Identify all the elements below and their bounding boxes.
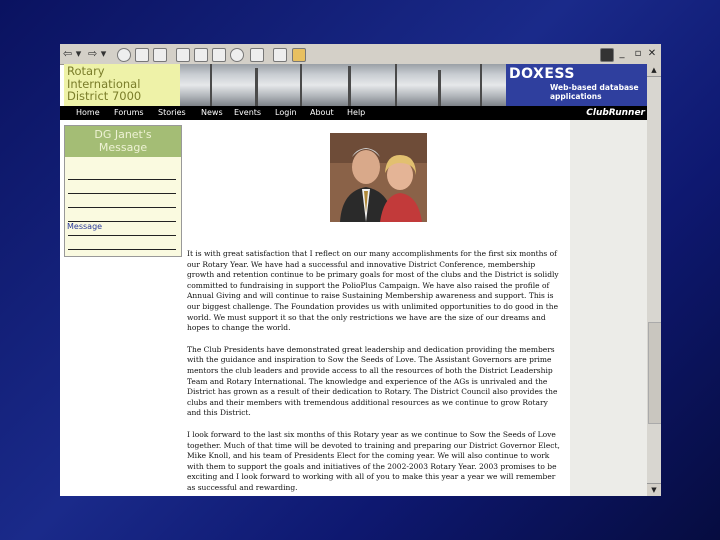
divider [68,249,176,250]
browser-window [60,44,661,496]
stop-icon[interactable] [117,48,131,62]
nav-about[interactable]: About [310,108,334,117]
divider [68,179,176,180]
favorites-icon[interactable] [194,48,208,62]
media-icon[interactable] [212,48,226,62]
sidebar [64,125,182,257]
vertical-scrollbar[interactable] [647,64,661,496]
nav-login[interactable]: Login [275,108,297,117]
scroll-up-icon[interactable]: ▲ [647,64,661,77]
nav-home[interactable]: Home [76,108,100,117]
right-margin [570,120,647,496]
close-button[interactable]: ✕ [647,48,657,59]
browser-toolbar [60,44,661,65]
edit-icon[interactable] [292,48,306,62]
nav-events[interactable]: Events [234,108,262,117]
article-paragraph: The Club Presidents have demonstrated great leadership and dedication providing the members with the guidance and inspiration to Sow the Seeds of Love. The Assistant Governors are prime mentors the club leaders and provide access to all the resources of both the District Leadership Team and Rotary International. The knowledge and experience of the AGs is unrivaled and the District has grown as a result of their dedication to Rotary. The District Council also provides the clubs and their members with tremendous additional resources as we continue to grow Rotary and this District. [187,344,558,418]
sidebar-link-message[interactable]: Message [67,222,103,231]
portrait-image [330,133,427,222]
search-icon[interactable] [176,48,190,62]
site-header [60,64,647,106]
minimize-button[interactable]: _ [619,48,625,59]
doxess-logo: DOXESS [509,66,575,82]
restore-button[interactable]: ▫ [634,48,642,59]
governor-photo [330,133,427,222]
divider [68,193,176,194]
history-icon[interactable] [230,48,244,62]
forward-button[interactable]: ⇨ ▾ [88,47,107,60]
nav-news[interactable]: News [201,108,223,117]
home-icon[interactable] [153,48,167,62]
scrollbar-thumb[interactable] [648,322,661,424]
site-logo[interactable] [64,64,180,106]
back-button[interactable]: ⇦ ▾ [63,47,82,60]
site-title: Rotary International District 7000 [67,64,142,103]
print-icon[interactable] [273,48,287,62]
divider [68,235,176,236]
article-paragraph: It is with great satisfaction that I reflect on our many accomplishments for the first six months of our Rotary Year. We have had a successful and innovative District Conference, membership growth and retention continue to be primary goals for most of the clubs and the District is solidly committed to fundraising in support the PolioPlus Campaign. We have also raised the profile of Annual Giving and will continue to raise Sustaining Membership awareness and support. This is our biggest challenge. The Foundation provides us with unlimited opportunities to do good in the world. We must support it so that the only restrictions we have are the size of our dreams and hopes to change the world. [187,249,559,333]
message-article [187,249,562,496]
mail-icon[interactable] [250,48,264,62]
doxess-ad-banner[interactable] [506,64,647,106]
windows-logo-icon [600,48,614,62]
nav-stories[interactable]: Stories [158,108,186,117]
divider [68,207,176,208]
article-paragraph: I look forward to the last six months of this Rotary year as we continue to Sow the Seeds of Love together. Much of that time will be devoted to training and preparing our District Governor Elect, Mike Knoll, and his team of Presidents Elect for the coming year. We will also continue to work with them to support the goals and initiatives of the 2002-2003 Rotary Year. 2003 promises to be exciting and I look forward to working with all of you to make this year a year we will remember as successful and rewarding. [187,429,560,492]
sidebar-heading: DG Janet's Message [65,126,181,157]
nav-forums[interactable]: Forums [114,108,144,117]
main-nav [60,106,647,120]
scroll-down-icon[interactable]: ▼ [647,483,661,496]
doxess-tagline: Web-based database applications [550,83,639,101]
clubrunner-logo[interactable]: ClubRunner [586,108,645,118]
winter-trees-banner [180,64,506,106]
nav-help[interactable]: Help [347,108,366,117]
refresh-icon[interactable] [135,48,149,62]
